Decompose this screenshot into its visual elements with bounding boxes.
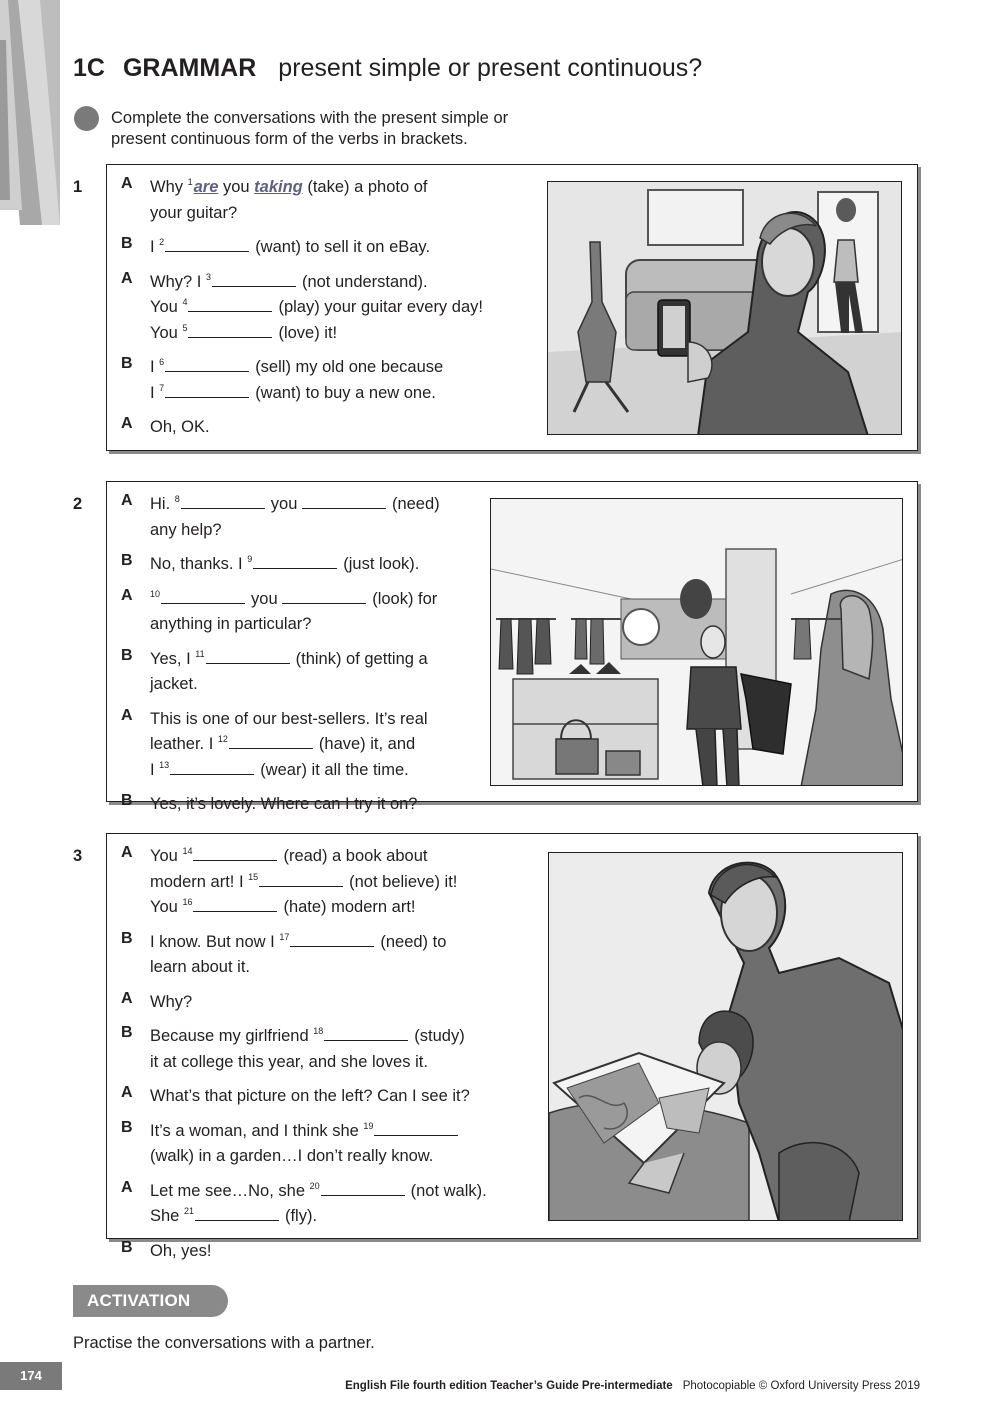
- answer-blank[interactable]: [161, 590, 245, 604]
- dialogue-line: Oh, yes!: [150, 1241, 212, 1260]
- dialogue-line: Hi. $^8$ you (need): [150, 494, 440, 513]
- dialogue-turn: [121, 552, 530, 578]
- item-number: 12: [217, 734, 228, 744]
- instructions-line: Complete the conversations with the present simple or: [111, 109, 509, 127]
- dialogue-turn: [121, 707, 530, 784]
- answer-blank[interactable]: [253, 555, 337, 569]
- item-number: 4: [182, 297, 188, 307]
- item-number: 18: [313, 1026, 324, 1036]
- exercise-number: 1: [73, 178, 83, 196]
- speaker-label: B: [121, 235, 133, 252]
- dialogue-line: leather. I $^{12}$ (have) it, and: [150, 734, 416, 753]
- illustration-guitar-photo: [547, 181, 902, 435]
- dialogue-turn: [121, 492, 530, 543]
- speaker-label: A: [121, 492, 133, 509]
- footer: [345, 1380, 920, 1392]
- speaker-label: A: [121, 989, 133, 1007]
- speaker-label: A: [121, 706, 133, 724]
- item-number: 8: [174, 494, 180, 504]
- dialogue-turn: [121, 1239, 530, 1265]
- dialogue-line: any help?: [150, 520, 222, 539]
- answer-blank[interactable]: [181, 495, 265, 509]
- item-number: 13: [159, 759, 170, 770]
- speaker-label: A: [121, 415, 133, 432]
- item-number: 11: [195, 648, 205, 659]
- dialogue-line: it at college this year, and she loves it.: [150, 1052, 428, 1071]
- answer-blank[interactable]: [170, 761, 254, 775]
- answer-blank[interactable]: [165, 384, 249, 398]
- illustration-art-book: [548, 852, 903, 1221]
- answer-blank[interactable]: [193, 898, 277, 912]
- dialogue-turn: [121, 1024, 530, 1075]
- dialogue-turn: [121, 647, 530, 698]
- dialogue-line: She $^{21}$ (fly).: [150, 1206, 318, 1225]
- dialogue-line: Yes, I $^{11}$ (think) of getting a: [150, 648, 428, 668]
- dialogue-turn: [121, 415, 530, 441]
- dialogue-turn: [121, 355, 530, 406]
- dialogue-turn: [121, 990, 530, 1016]
- speaker-label: B: [121, 1118, 133, 1136]
- answer-blank[interactable]: [195, 1207, 279, 1221]
- exercise-panel-1: [106, 164, 918, 451]
- answer-blank[interactable]: [188, 324, 272, 338]
- dialogue-turn: [121, 175, 530, 226]
- speaker-label: A: [121, 175, 133, 192]
- dialogue-line: Yes, it’s lovely. Where can I try it on?: [150, 795, 418, 813]
- dialogue-line: your guitar?: [150, 203, 238, 222]
- answer-blank[interactable]: [259, 873, 343, 887]
- living-room-illustration: [548, 182, 902, 435]
- dialogue-line: jacket.: [150, 675, 198, 693]
- item-number: 10: [150, 588, 161, 599]
- dialogue-line: $^{10}$ you (look) for: [150, 588, 438, 608]
- answer-blank[interactable]: [212, 273, 296, 287]
- dialogue-line: I $^6$ (sell) my old one because: [150, 357, 444, 376]
- dialogue-line: modern art! I $^{15}$ (not believe) it!: [150, 871, 458, 891]
- conversation: [121, 844, 530, 1273]
- exercise-number: 3: [73, 847, 83, 865]
- answer-blank[interactable]: [290, 933, 374, 947]
- dialogue-line: It’s a woman, and I think she $^{19}$: [150, 1119, 530, 1145]
- answer-blank[interactable]: [282, 590, 366, 604]
- dialogue-turn: [121, 1119, 530, 1170]
- page-number: 174: [0, 1362, 62, 1390]
- speaker-label: A: [121, 1084, 133, 1101]
- answer-blank[interactable]: [193, 847, 277, 861]
- dialogue-line: No, thanks. I $^9$ (just look).: [150, 554, 420, 573]
- instruction-bullet: [74, 106, 99, 131]
- dialogue-line: Let me see…No, she $^{20}$ (not walk).: [150, 1180, 487, 1200]
- dialogue-line: Why? I $^3$ (not understand).: [150, 271, 428, 291]
- section-code: 1C: [73, 54, 105, 82]
- section-word: GRAMMAR: [122, 54, 257, 82]
- dialogue-line: You $^5$ (love) it!: [150, 322, 338, 342]
- answer-blank[interactable]: [324, 1027, 408, 1041]
- dialogue-line: I know. But now I $^{17}$ (need) to: [150, 931, 447, 951]
- speaker-label: B: [121, 1024, 133, 1041]
- dialogue-turn: [121, 792, 530, 818]
- speaker-label: B: [121, 792, 133, 809]
- item-number: 5: [182, 322, 188, 333]
- example-answer: taking: [254, 178, 303, 196]
- item-number: 7: [159, 382, 165, 393]
- page-heading: [73, 54, 702, 83]
- shop-illustration: [491, 499, 903, 786]
- dialogue-turn: [121, 587, 530, 638]
- instructions: [111, 108, 591, 150]
- speaker-label: A: [121, 844, 133, 861]
- speaker-label: B: [121, 646, 133, 664]
- exercise-number: 2: [73, 495, 83, 513]
- corner-ray-decoration: [0, 0, 60, 230]
- dialogue-line: You $^{16}$ (hate) modern art!: [150, 897, 416, 916]
- speaker-label: B: [121, 929, 133, 947]
- item-number: 15: [248, 871, 259, 882]
- item-number: 3: [205, 271, 211, 282]
- dialogue-line: What’s that picture on the left? Can I see it?: [150, 1087, 470, 1105]
- item-number: 6: [159, 357, 165, 367]
- illustration-clothes-shop: [490, 498, 903, 786]
- activation-text: Practise the conversations with a partner.: [73, 1334, 375, 1352]
- conversation: [121, 492, 530, 827]
- answer-blank[interactable]: [165, 238, 249, 252]
- dialogue-line: You $^{14}$ (read) a book about: [150, 846, 428, 865]
- answer-blank[interactable]: [188, 298, 272, 312]
- dialogue-line: Because my girlfriend $^{18}$ (study): [150, 1026, 465, 1045]
- item-number: 1: [187, 177, 193, 187]
- dialogue-turn: [121, 930, 530, 981]
- example-answer: are: [193, 178, 219, 196]
- speaker-label: B: [121, 355, 133, 372]
- exercise-panel-3: [106, 833, 918, 1260]
- conversation: [121, 175, 530, 450]
- item-number: 9: [247, 554, 253, 564]
- dialogue-line: This is one of our best-sellers. It’s real: [150, 709, 428, 728]
- dialogue-line: Why $^1$are you taking (take) a photo of: [150, 177, 428, 196]
- exercise-panel-2: [106, 481, 918, 813]
- item-number: 2: [159, 237, 165, 247]
- dialogue-line: learn about it.: [150, 958, 250, 976]
- answer-blank[interactable]: [374, 1122, 458, 1136]
- dialogue-line: I $^{13}$ (wear) it all the time.: [150, 759, 409, 779]
- dialogue-line: anything in particular?: [150, 615, 312, 633]
- answer-blank[interactable]: [206, 650, 290, 664]
- answer-blank[interactable]: [165, 358, 249, 372]
- dialogue-turn: [121, 844, 530, 921]
- answer-blank[interactable]: [302, 495, 386, 509]
- speaker-label: A: [121, 269, 133, 287]
- speaker-label: B: [121, 552, 133, 569]
- item-number: 16: [182, 897, 193, 907]
- dialogue-turn: [121, 235, 530, 261]
- answer-blank[interactable]: [321, 1182, 405, 1196]
- item-number: 21: [183, 1206, 194, 1216]
- speaker-label: B: [121, 1238, 133, 1256]
- dialogue-turn: [121, 270, 530, 347]
- dialogue-line: Oh, OK.: [150, 418, 210, 436]
- dialogue-turn: [121, 1084, 530, 1110]
- dialogue-line: I $^2$ (want) to sell it on eBay.: [150, 237, 431, 256]
- speaker-label: A: [121, 586, 133, 604]
- item-number: 19: [363, 1120, 374, 1131]
- item-number: 14: [182, 846, 193, 856]
- art-book-illustration: [549, 853, 903, 1221]
- dialogue-line: (walk) in a garden…I don’t really know.: [150, 1147, 434, 1165]
- speaker-label: A: [121, 1178, 133, 1196]
- section-subtitle: present simple or present continuous?: [278, 54, 703, 82]
- activation-label: ACTIVATION: [73, 1285, 228, 1317]
- instructions-line: present continuous form of the verbs in brackets.: [111, 130, 468, 148]
- dialogue-line: I $^7$ (want) to buy a new one.: [150, 382, 436, 402]
- footer-book-title: English File fourth edition Teacher’s Guide Pre-intermediate: [345, 1380, 673, 1392]
- dialogue-turn: [121, 1179, 530, 1230]
- footer-copyright: Photocopiable © Oxford University Press 2019: [682, 1380, 920, 1392]
- item-number: 20: [309, 1180, 320, 1191]
- dialogue-line: Why?: [150, 992, 193, 1011]
- answer-blank[interactable]: [229, 735, 313, 749]
- item-number: 17: [279, 931, 290, 942]
- dialogue-line: You $^4$ (play) your guitar every day!: [150, 297, 483, 316]
